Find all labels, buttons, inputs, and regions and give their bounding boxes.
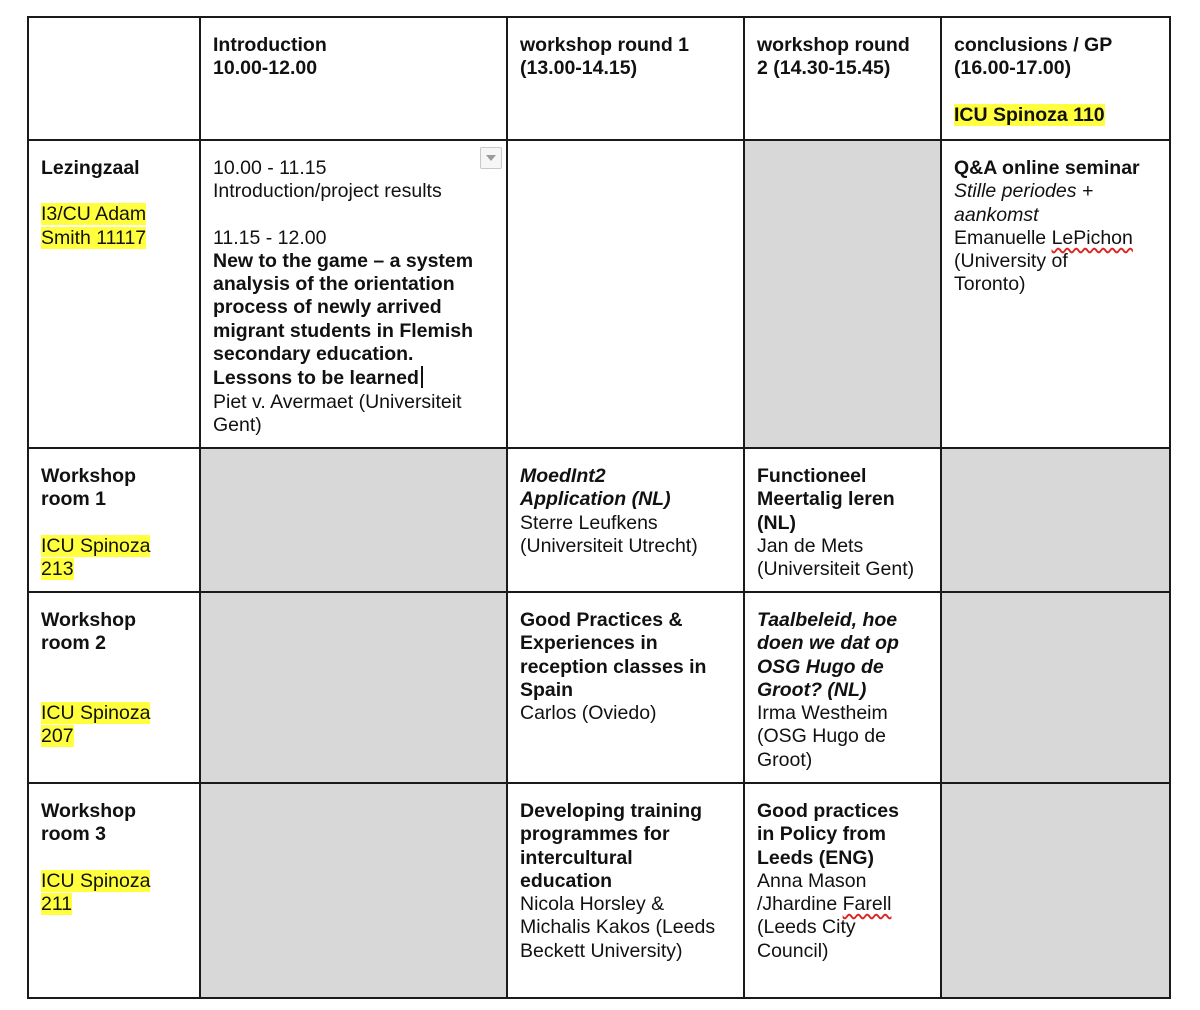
session-title: Developing training (520, 800, 703, 822)
header-workshop-round-2[interactable]: workshop round 2 (14.30-15.45) (744, 17, 941, 140)
session-empty-gray[interactable] (200, 783, 507, 998)
room-cell-lezingzaal[interactable] (28, 140, 200, 448)
session-ws2[interactable]: Good practices in Policy from Leeds (ENG) Anna Mason /Jhardine Farell (Leeds City Council) (744, 783, 941, 998)
session-empty-gray[interactable] (941, 448, 1170, 592)
speaker: Sterre Leufkens (520, 511, 658, 534)
session-ws1[interactable]: Good Practices & Experiences in reception classes in Spain Carlos (Oviedo) (507, 592, 744, 783)
text-cursor (421, 366, 423, 388)
row-workshop-room-3 (28, 783, 1170, 998)
speaker: Emanuelle LePichon (954, 226, 1133, 249)
speaker: Jan de Mets (757, 534, 864, 557)
header-introduction[interactable]: Introduction 10.00-12.00 (200, 17, 507, 140)
session-conclusions[interactable]: Q&A online seminar Stille periodes + aankomst Emanuelle LePichon (University of Toronto) (941, 140, 1170, 448)
room-location: Smith 11117 (41, 226, 147, 249)
header-conclusions[interactable]: conclusions / GP (16.00-17.00) ICU Spinoza 110 (941, 17, 1170, 140)
session-title: Q&A online seminar (954, 157, 1140, 179)
room-name: Workshop (41, 465, 136, 487)
room-location: 211 (41, 892, 73, 915)
session-empty-gray[interactable] (200, 448, 507, 592)
session-ws2[interactable]: Functioneel Meertalig leren (NL) Jan de Mets (Universiteit Gent) (744, 448, 941, 592)
corner-cell[interactable] (28, 17, 200, 140)
session-introduction[interactable]: 10.00 - 11.15 Introduction/project results 11.15 - 12.00 New to the game – a system analysis of the orientation process of newly arrived migrant students in Flemish secondary education. Lessons to be learned Piet v. Avermaet (Universiteit Gent) (200, 140, 507, 448)
room-location: ICU Spinoza (41, 701, 151, 724)
session-empty-gray[interactable] (200, 592, 507, 783)
row-lezingzaal (28, 140, 1170, 448)
room-location: ICU Spinoza (41, 869, 151, 892)
header-row (28, 17, 1170, 140)
room-name: Workshop (41, 800, 136, 822)
speaker: Piet v. Avermaet (Universiteit (213, 390, 462, 413)
session-empty-gray[interactable] (744, 140, 941, 448)
room-location: ICU Spinoza (41, 534, 151, 557)
row-workshop-room-2 (28, 592, 1170, 783)
session-empty-gray[interactable] (941, 783, 1170, 998)
session-ws2[interactable]: Taalbeleid, hoe doen we dat op OSG Hugo de Groot? (NL) Irma Westheim (OSG Hugo de Groot) (744, 592, 941, 783)
room-highlight: ICU Spinoza 110 (954, 103, 1105, 126)
schedule-table (27, 16, 1171, 999)
session-ws1[interactable]: MoedInt2 Application (NL) Sterre Leufkens (Universiteit Utrecht) (507, 448, 744, 592)
spellcheck-word[interactable]: LePichon (1051, 226, 1133, 249)
session-title: MoedInt2 (520, 465, 606, 487)
speaker: Nicola Horsley & (520, 893, 665, 916)
speaker: Irma Westheim (757, 702, 888, 725)
spellcheck-word[interactable]: Farell (842, 893, 892, 916)
dropdown-arrow-icon[interactable] (480, 147, 502, 169)
room-cell-3[interactable]: Workshop room 3 ICU Spinoza 211 (28, 783, 200, 998)
session-title: Good Practices & (520, 609, 683, 631)
session-title: Good practices (757, 800, 899, 822)
room-name: Workshop (41, 609, 136, 631)
session-empty[interactable] (507, 140, 744, 448)
room-location: I3/CU Adam (41, 203, 147, 226)
header-workshop-round-1[interactable]: workshop round 1 (13.00-14.15) (507, 17, 744, 140)
room-location: 213 (41, 557, 74, 580)
session-title: Taalbeleid, hoe (757, 609, 898, 631)
session-title: New to the game – a system (213, 249, 474, 272)
session-empty-gray[interactable] (941, 592, 1170, 783)
room-location: 207 (41, 724, 74, 747)
row-workshop-room-1 (28, 448, 1170, 592)
speaker: Anna Mason (757, 869, 867, 892)
room-name: Lezingzaal (41, 157, 140, 179)
session-title: Functioneel (757, 465, 867, 487)
room-cell-1[interactable]: Workshop room 1 ICU Spinoza 213 (28, 448, 200, 592)
speaker: Carlos (Oviedo) (520, 702, 657, 725)
room-cell-2[interactable]: Workshop room 2 ICU Spinoza 207 (28, 592, 200, 783)
session-ws1[interactable]: Developing training programmes for intercultural education Nicola Horsley & Michalis Kakos (Leeds Beckett University) (507, 783, 744, 998)
